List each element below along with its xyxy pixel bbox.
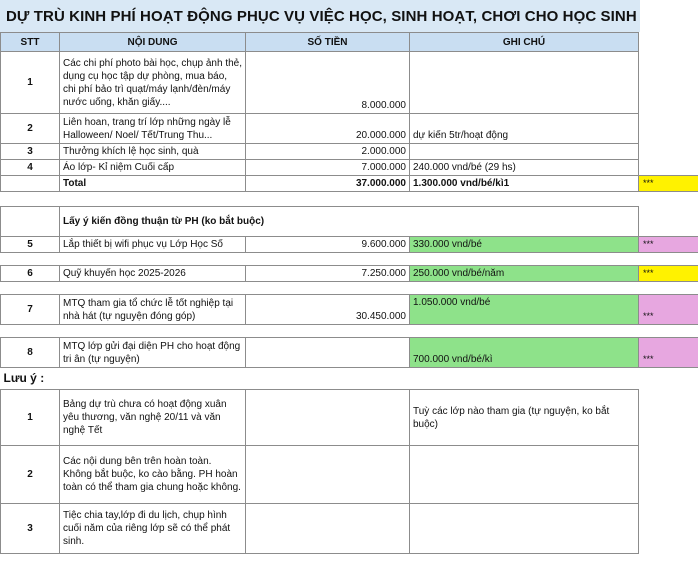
row-content: MTQ lớp gửi đại diện PH cho hoạt động tri ân (tự nguyện) [60, 338, 246, 368]
optional-heading: Lấy ý kiến đồng thuận từ PH (ko bắt buộc) [60, 207, 639, 237]
note-content: Các nội dung bên trên hoàn toàn. Không bắt buộc, ko cào bằng. PH hoàn toàn có thể tham gia chung hoặc không. [60, 446, 246, 504]
row-stars: *** [639, 266, 698, 282]
notes-title-row [1, 368, 698, 390]
row-stt: 5 [1, 237, 60, 253]
total-amount: 37.000.000 [246, 176, 410, 192]
header-stt: STT [1, 33, 60, 52]
note-row [1, 504, 698, 554]
header-note: GHI CHÚ [410, 33, 639, 52]
table-row [1, 144, 698, 160]
page-title: DỰ TRÙ KINH PHÍ HOẠT ĐỘNG PHỤC VỤ VIỆC HỌC, SINH HOẠT, CHƠI CHO HỌC SINH [0, 0, 640, 32]
row-content: Thưởng khích lệ học sinh, quà [60, 144, 246, 160]
note-content: Bảng dự trù chưa có hoạt động xuân yêu thương, văn nghệ 20/11 và văn nghệ Tết [60, 390, 246, 446]
header-amount: SỐ TIỀN [246, 33, 410, 52]
note-remark [410, 446, 639, 504]
row-amount: 7.250.000 [246, 266, 410, 282]
row-stt: 4 [1, 160, 60, 176]
table-row [1, 237, 698, 253]
row-stt: 6 [1, 266, 60, 282]
total-row [1, 176, 698, 192]
row-amount: 2.000.000 [246, 144, 410, 160]
table-row [1, 52, 698, 114]
note-stt: 1 [1, 390, 60, 446]
row-note [410, 144, 639, 160]
budget-table [0, 32, 698, 554]
table-row [1, 266, 698, 282]
row-stt: 7 [1, 295, 60, 325]
table-row [1, 295, 698, 325]
total-stars: *** [639, 176, 698, 192]
row-content: Các chi phí photo bài học, chụp ảnh thẻ, dụng cụ học tập dự phòng, mua báo, chi phí bảo trì quạt/máy lạnh/đèn/máy nước uống, khăn giấy.... [60, 52, 246, 114]
row-amount: 30.450.000 [246, 295, 410, 325]
total-note: 1.300.000 vnd/bé/kì1 [410, 176, 639, 192]
row-stars: *** [639, 237, 698, 253]
note-row [1, 446, 698, 504]
row-stars: *** [639, 295, 698, 325]
optional-heading-row [1, 207, 698, 237]
row-note: 240.000 vnd/bé (29 hs) [410, 160, 639, 176]
row-note: 1.050.000 vnd/bé [410, 295, 639, 325]
row-note [410, 52, 639, 114]
table-row [1, 338, 698, 368]
row-content: MTQ tham gia tổ chức lễ tốt nghiệp tại nhà hát (tự nguyện đóng góp) [60, 295, 246, 325]
row-note: 700.000 vnd/bé/kì [410, 338, 639, 368]
row-content: Liên hoan, trang trí lớp những ngày lễ Halloween/ Noel/ Tết/Trung Thu... [60, 114, 246, 144]
row-content: Lắp thiết bị wifi phục vụ Lớp Học Số [60, 237, 246, 253]
row-amount: 8.000.000 [246, 52, 410, 114]
row-amount: 9.600.000 [246, 237, 410, 253]
row-amount [246, 338, 410, 368]
row-stt: 8 [1, 338, 60, 368]
table-header-row [1, 33, 698, 52]
row-amount: 7.000.000 [246, 160, 410, 176]
notes-title: Lưu ý : [1, 368, 246, 390]
budget-sheet [0, 32, 698, 561]
note-content: Tiệc chia tay,lớp đi du lịch, chụp hình cuối năm của riêng lớp sẽ có thể phát sinh. [60, 504, 246, 554]
row-stars: *** [639, 338, 698, 368]
table-row [1, 114, 698, 144]
note-stt: 3 [1, 504, 60, 554]
row-stt: 3 [1, 144, 60, 160]
row-stt: 2 [1, 114, 60, 144]
note-stt: 2 [1, 446, 60, 504]
row-stt: 1 [1, 52, 60, 114]
note-remark: Tuỳ các lớp nào tham gia (tự nguyện, ko bắt buộc) [410, 390, 639, 446]
row-note: 330.000 vnd/bé [410, 237, 639, 253]
header-content: NỘI DUNG [60, 33, 246, 52]
row-amount: 20.000.000 [246, 114, 410, 144]
row-note: 250.000 vnd/bé/năm [410, 266, 639, 282]
note-remark [410, 504, 639, 554]
row-content: Quỹ khuyến học 2025-2026 [60, 266, 246, 282]
row-note: dự kiến 5tr/hoạt động [410, 114, 639, 144]
note-row [1, 390, 698, 446]
table-row [1, 160, 698, 176]
row-content: Áo lớp- Kỉ niệm Cuối cấp [60, 160, 246, 176]
total-label: Total [60, 176, 246, 192]
